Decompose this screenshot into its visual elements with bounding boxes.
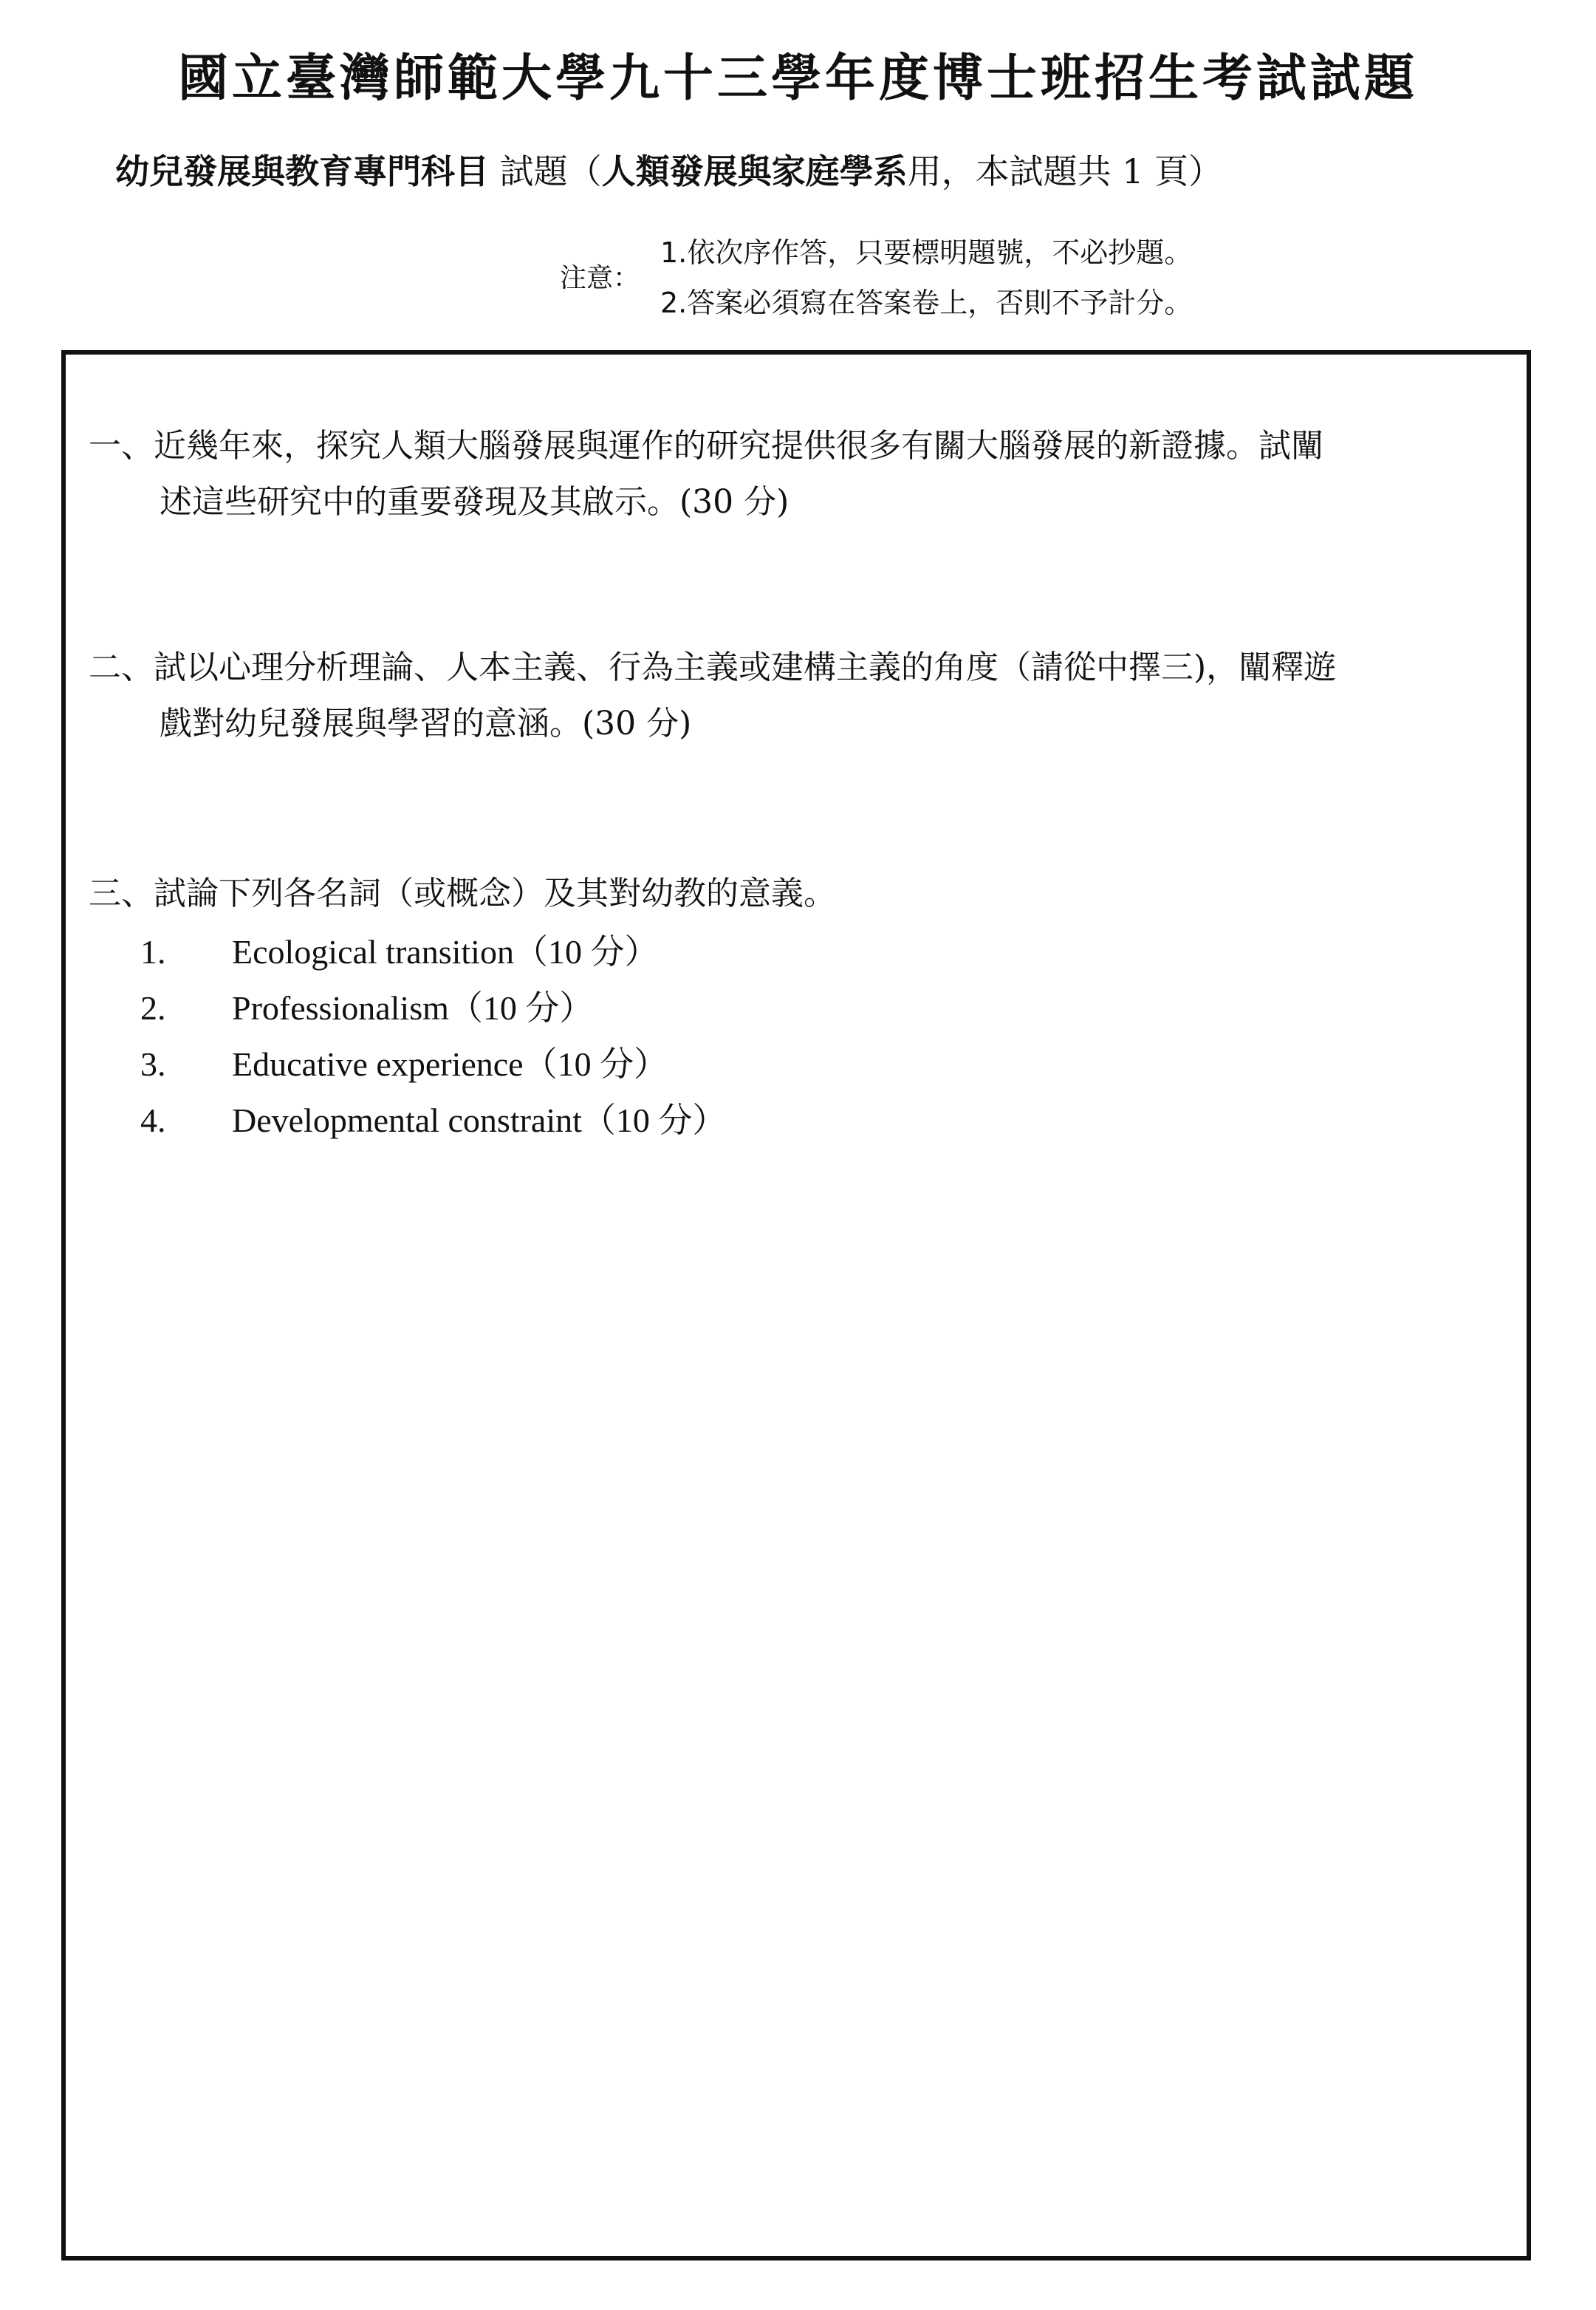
term-text: Professionalism（10 分） [232,989,594,1027]
note-item: 1.依次序作答，只要標明題號，不必抄題。 [660,236,1193,269]
question-text-continued: 戲對幼兒發展與學習的意涵。(30 分) [160,705,692,742]
question-1 [89,418,1323,530]
term-text: Ecological transition（10 分） [232,933,659,971]
question-2 [89,640,1336,752]
notes-label: 注意： [560,263,640,293]
term-index: 2. [140,989,166,1027]
term-text: Developmental constraint（10 分） [232,1101,727,1139]
question-text: 近幾年來，探究人類大腦發展與運作的研究提供很多有關大腦發展的新證據。試闡 [154,427,1323,465]
term-index: 1. [140,933,166,971]
question-number: 一、 [89,427,154,465]
term-item [140,981,593,1030]
question-frame [61,350,1531,2261]
question-number: 三、 [89,875,154,912]
exam-label: 試題（ [499,151,602,191]
question-text: 試以心理分析理論、人本主義、行為主義或建構主義的角度（請從中擇三)，闡釋遊 [154,649,1337,686]
subject-name: 幼兒發展與教育專門科目 [115,151,489,191]
term-item [140,1093,726,1142]
exam-title: 國立臺灣師範大學九十三學年度博士班招生考試試題 [177,49,1418,108]
term-text: Educative experience（10 分） [232,1045,668,1083]
question-3 [89,866,836,922]
question-number: 二、 [89,649,154,686]
question-text: 試論下列各名詞（或概念）及其對幼教的意義。 [154,875,836,912]
page-suffix: 頁） [1154,151,1223,191]
exam-subtitle [115,145,1222,194]
notes-list [660,228,1192,328]
question-text-continued: 述這些研究中的重要發現及其啟示。(30 分) [160,483,790,521]
term-index: 3. [140,1045,166,1083]
department-name: 人類發展與家庭學系 [601,151,908,191]
page-count: 1 [1122,151,1144,191]
term-index: 4. [140,1101,166,1139]
note-item: 2.答案必須寫在答案卷上，否則不予計分。 [660,287,1193,319]
term-item [140,925,658,974]
use-suffix: 用，本試題共 [907,151,1112,191]
term-item [140,1037,668,1086]
